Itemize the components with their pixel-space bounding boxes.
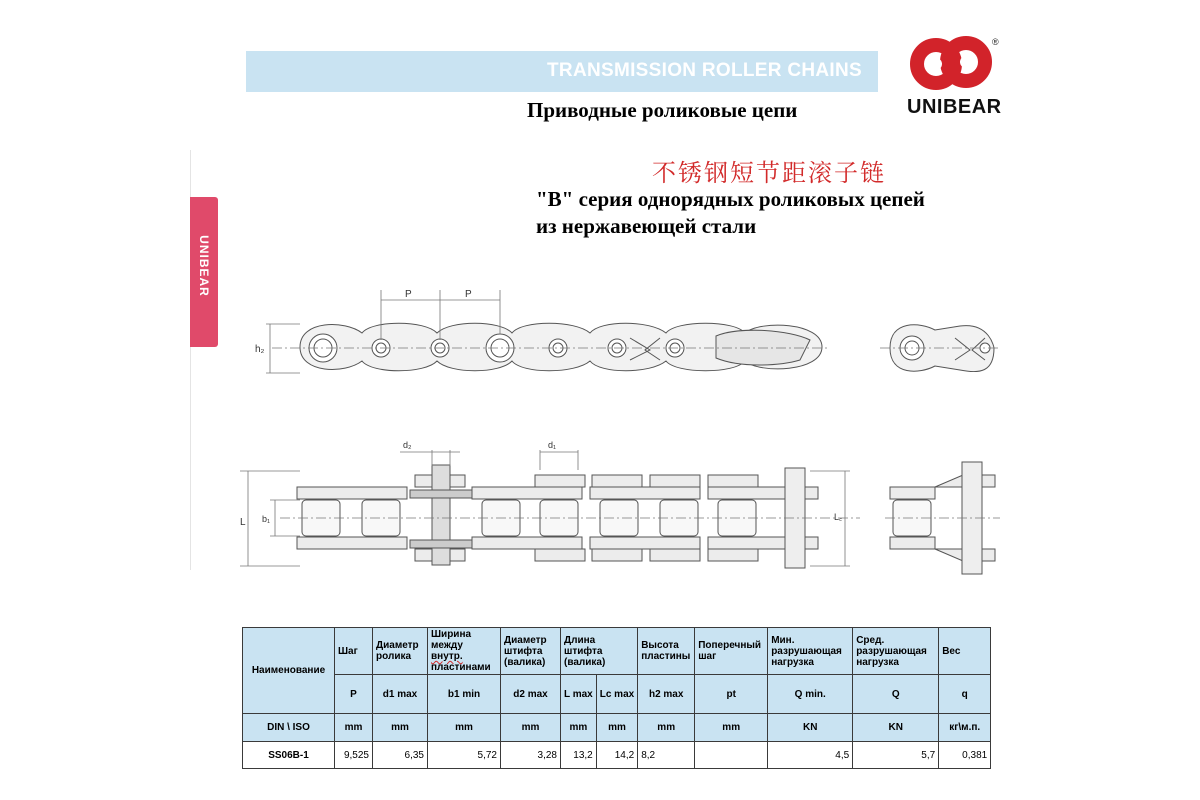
cell-pt (695, 742, 768, 769)
col-label: Вес (939, 628, 991, 675)
din-iso-label: DIN \ ISO (243, 714, 335, 742)
col-unit: mm (335, 714, 373, 742)
col-unit: mm (561, 714, 597, 742)
col-symbol: pt (695, 675, 768, 714)
russian-title: Приводные роликовые цепи (527, 98, 798, 122)
col-label: Диаметр ролика (373, 628, 428, 675)
cell-qmin: 4,5 (768, 742, 853, 769)
col-symbol: Lc max (596, 675, 637, 714)
cell-h2: 8,2 (638, 742, 695, 769)
col-unit: кг\м.п. (939, 714, 991, 742)
col-symbol: d2 max (501, 675, 561, 714)
col-symbol: d1 max (373, 675, 428, 714)
chinese-title: 不锈钢短节距滚子链 (652, 159, 886, 187)
col-label: Ширина между внутр. пластинами (428, 628, 501, 675)
col-symbol: P (335, 675, 373, 714)
dim-label-d2: d₂ (403, 440, 412, 450)
col-symbol: L max (561, 675, 597, 714)
col-symbol: b1 min (428, 675, 501, 714)
col-symbol: h2 max (638, 675, 695, 714)
col-unit: mm (638, 714, 695, 742)
col-label: Сред. разрушающая нагрузка (853, 628, 939, 675)
col-unit: KN (853, 714, 939, 742)
col-symbol: Q min. (768, 675, 853, 714)
col-label: Поперечный шаг (695, 628, 768, 675)
cell-b1: 5,72 (428, 742, 501, 769)
dim-label-d1: d₁ (548, 440, 557, 450)
cell-weight: 0,381 (939, 742, 991, 769)
col-unit: mm (428, 714, 501, 742)
cell-L: 13,2 (561, 742, 597, 769)
registered-mark: ® (992, 37, 999, 47)
col-label: Диаметр штифта (валика) (501, 628, 561, 675)
table-row (243, 742, 991, 769)
dim-label-b1: b₁ (262, 514, 271, 524)
outer-plate (297, 487, 407, 499)
col-unit: mm (596, 714, 637, 742)
subtitle-line-2: из нержавеющей стали (536, 214, 757, 238)
spec-table (242, 627, 991, 769)
dim-label-p2: P (465, 289, 472, 300)
subtitle-line-1: "B" серия однорядных роликовых цепей (536, 187, 925, 211)
row-name: SS06B-1 (243, 742, 335, 769)
col-unit: mm (373, 714, 428, 742)
cell-d1: 6,35 (373, 742, 428, 769)
banner-title: TRANSMISSION ROLLER CHAINS (547, 60, 862, 81)
side-tab-label: UNIBEAR (197, 235, 211, 297)
col-unit: mm (695, 714, 768, 742)
cell-q: 5,7 (853, 742, 939, 769)
dim-label-p1: P (405, 289, 412, 300)
col-symbol: q (939, 675, 991, 714)
cell-pitch: 9,525 (335, 742, 373, 769)
col-label: Шаг (335, 628, 373, 675)
col-unit: mm (501, 714, 561, 742)
col-symbol: Q (853, 675, 939, 714)
col-unit: KN (768, 714, 853, 742)
col-label: Высота пластины (638, 628, 695, 675)
brand-name: UNIBEAR (907, 96, 1002, 118)
dim-label-L: L (240, 517, 246, 528)
cell-Lc: 14,2 (596, 742, 637, 769)
col-label: Длина штифта (валика) (561, 628, 638, 675)
dim-label-h2: h₂ (255, 344, 265, 355)
col-label: Мин. разрушающая нагрузка (768, 628, 853, 675)
name-header: Наименование (243, 628, 335, 714)
dim-label-Lc: L꜀ (834, 512, 843, 522)
cell-d2: 3,28 (501, 742, 561, 769)
